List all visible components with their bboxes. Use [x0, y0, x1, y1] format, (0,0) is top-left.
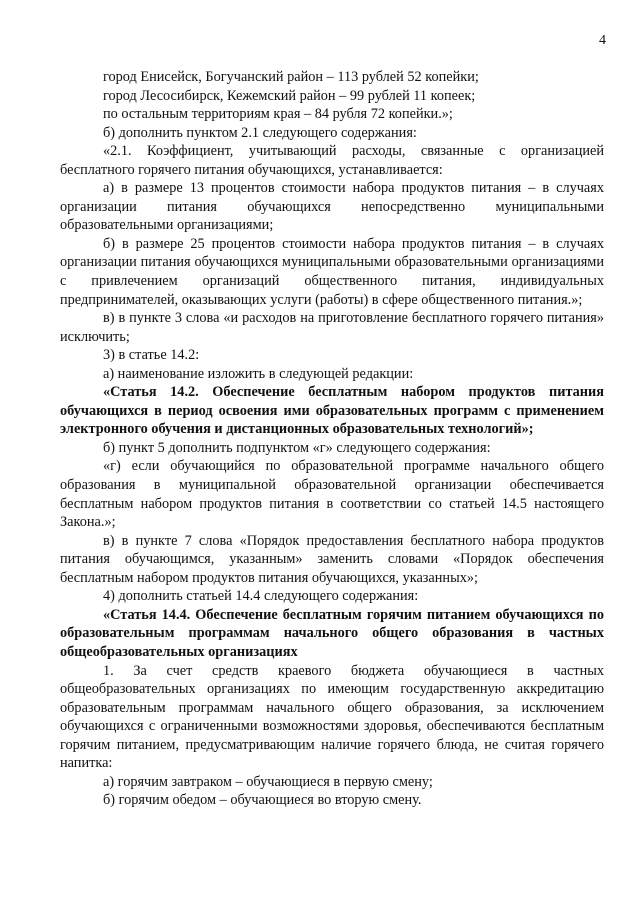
paragraph: по остальным территориям края – 84 рубля 72 копейки.»; [103, 106, 453, 123]
paragraph: б) дополнить пунктом 2.1 следующего содержания: [103, 124, 417, 141]
article-heading-14-2: «Статья 14.2. Обеспечение бесплатным набором продуктов питания обучающихся в период освоения ими образовательных программ с применением электронного обучения и дистанционных образовательных технологий»; [60, 384, 604, 438]
paragraph: б) в размере 25 процентов стоимости набора продуктов питания – в случаях организации питания обучающихся муниципальными образовательными организациями с привлечением организаций общественного питания, индивидуальных предпринимателей, оказывающих услуги (работы) в сфере общественного питания.»; [60, 235, 604, 308]
paragraph: б) горячим обедом – обучающиеся во вторую смену. [103, 792, 422, 809]
paragraph: 4) дополнить статьей 14.4 следующего содержания: [103, 588, 419, 605]
paragraph: «2.1. Коэффициент, учитывающий расходы, связанные с организацией бесплатного горячего питания обучающихся, устанавливается: [60, 143, 604, 178]
paragraph: а) в размере 13 процентов стоимости набора продуктов питания – в случаях организации питания обучающихся непосредственно муниципальными образовательными организациями; [60, 180, 604, 234]
paragraph: а) горячим завтраком – обучающиеся в первую смену; [103, 773, 433, 790]
paragraph: город Лесосибирск, Кежемский район – 99 рублей 11 копеек; [103, 87, 476, 104]
document-body [60, 68, 604, 810]
paragraph: 1. За счет средств краевого бюджета обучающиеся в частных общеобразовательных организациях по имеющим государственную аккредитацию образовательным программам начального общего образования, за исключением обучающихся с ограниченными возможностями здоровья, обеспечиваются бесплатным горячим питанием, предусматривающим наличие горячего блюда, не считая горячего напитка: [60, 662, 604, 772]
paragraph: в) в пункте 7 слова «Порядок предоставления бесплатного набора продуктов питания обучающимся, указанным» заменить словами «Порядок обеспечения бесплатным набором продуктов питания обучающихся, указанных»; [60, 532, 604, 586]
page-number: 4 [599, 33, 606, 48]
paragraph: город Енисейск, Богучанский район – 113 рублей 52 копейки; [103, 69, 479, 85]
paragraph: б) пункт 5 дополнить подпунктом «г» следующего содержания: [103, 439, 491, 456]
paragraph: в) в пункте 3 слова «и расходов на приготовление бесплатного горячего питания» исключить; [60, 310, 604, 345]
paragraph: а) наименование изложить в следующей редакции: [103, 365, 414, 382]
article-heading-14-4: «Статья 14.4. Обеспечение бесплатным горячим питанием обучающихся по образовательным программам начального общего образования в частных общеобразовательных организациях [60, 606, 604, 660]
paragraph: «г) если обучающийся по образовательной программе начального общего образования в муниципальной образовательной организации обеспечивается бесплатным набором продуктов питания в соответствии со статьей 14.5 настоящего Закона.»; [60, 458, 604, 531]
paragraph: 3) в статье 14.2: [103, 347, 200, 364]
